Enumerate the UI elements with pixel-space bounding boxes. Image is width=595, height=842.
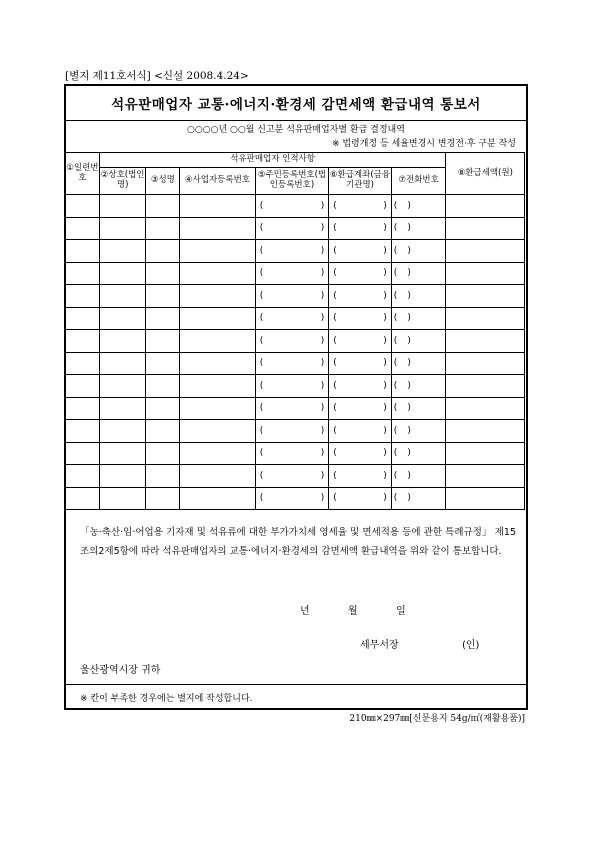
table-row: [66, 285, 525, 308]
paren-open: (: [333, 200, 337, 211]
table-cell[interactable]: [180, 397, 255, 420]
form-frame: [64, 84, 528, 710]
table-cell[interactable]: [446, 330, 525, 353]
table-cell[interactable]: [446, 465, 525, 488]
table-cell[interactable]: [66, 330, 100, 353]
table-cell[interactable]: [446, 262, 525, 285]
paren-close: ): [383, 358, 387, 369]
table-cell[interactable]: [146, 240, 180, 263]
table-cell[interactable]: [180, 307, 255, 330]
footer-note: [66, 684, 526, 710]
paren-open: (: [259, 493, 264, 504]
paren-close: ): [320, 200, 325, 211]
table-cell[interactable]: [66, 465, 100, 488]
paren-open: (: [393, 493, 398, 504]
resident-no-cell[interactable]: [255, 330, 329, 353]
paren-close: ): [407, 335, 411, 346]
table-cell[interactable]: [146, 352, 180, 375]
table-cell[interactable]: [99, 442, 146, 465]
resident-no-cell[interactable]: [255, 240, 329, 263]
paren-open: (: [259, 448, 264, 459]
paren-open: (: [333, 268, 337, 279]
subtitle-note: ※ 법령개정 등 세율변경시 변경전·후 구분 작성: [331, 139, 516, 149]
table-cell[interactable]: [446, 240, 525, 263]
paren-open: (: [393, 290, 398, 301]
paren-open: (: [333, 223, 337, 234]
table-cell[interactable]: [66, 352, 100, 375]
table-cell[interactable]: [146, 330, 180, 353]
paren-open: (: [259, 335, 264, 346]
phone-cell[interactable]: [391, 285, 446, 308]
paren-close: ): [407, 290, 411, 301]
col-resident-no: ⑤주민등록번호(법인등록번호): [255, 168, 329, 195]
paren-close: ): [407, 200, 411, 211]
account-cell[interactable]: [329, 442, 392, 465]
paren-close: ): [407, 245, 411, 256]
table-cell[interactable]: [446, 420, 525, 443]
notice-text: 「농·축산·임·어업용 기자재 및 석유류에 대한 부가가치세 영세율 및 면세적용 등에 관한 특례규정」 제15조의2제5항에 따라 석유판매업자의 교통·에너지·환경세의 감면세액 환급내역을 위와 같이 통보합니다.: [80, 527, 516, 557]
table-cell[interactable]: [66, 262, 100, 285]
paren-close: ): [383, 245, 387, 256]
paren-close: ): [320, 403, 325, 414]
table-row: [66, 307, 525, 330]
table-cell[interactable]: [446, 195, 525, 218]
resident-no-cell[interactable]: [255, 352, 329, 375]
table-row: [66, 217, 525, 240]
table-cell[interactable]: [99, 262, 146, 285]
table-row: [66, 487, 525, 510]
paren-open: (: [333, 245, 337, 256]
paren-open: (: [393, 223, 398, 234]
paren-close: ): [320, 335, 325, 346]
phone-cell[interactable]: [391, 352, 446, 375]
paren-close: ): [383, 493, 387, 504]
paren-close: ): [320, 313, 325, 324]
table-cell[interactable]: [180, 217, 255, 240]
paren-open: (: [393, 313, 398, 324]
account-cell[interactable]: [329, 307, 392, 330]
table-cell[interactable]: [180, 420, 255, 443]
paren-open: (: [333, 335, 337, 346]
paren-open: (: [393, 403, 398, 414]
paren-close: ): [407, 470, 411, 481]
subtitle-period: ○○○○년 ○○월 신고분 석유판매업자별 환급 결정내역: [187, 125, 405, 135]
paren-open: (: [333, 425, 337, 436]
table-cell[interactable]: [66, 195, 100, 218]
paren-open: (: [333, 313, 337, 324]
paren-close: ): [383, 313, 387, 324]
paren-open: (: [259, 200, 264, 211]
paren-open: (: [393, 200, 398, 211]
table-cell[interactable]: [180, 195, 255, 218]
resident-no-cell[interactable]: [255, 420, 329, 443]
table-cell[interactable]: [99, 397, 146, 420]
paren-open: (: [259, 245, 264, 256]
paren-close: ): [320, 493, 325, 504]
table-cell[interactable]: [66, 375, 100, 398]
paren-close: ): [407, 380, 411, 391]
table-cell[interactable]: [99, 375, 146, 398]
account-cell[interactable]: [329, 262, 392, 285]
paren-close: ): [383, 448, 387, 459]
table-cell[interactable]: [180, 375, 255, 398]
paren-open: (: [333, 403, 337, 414]
resident-no-cell[interactable]: [255, 217, 329, 240]
date-day: 일: [396, 606, 406, 617]
phone-cell[interactable]: [391, 307, 446, 330]
table-cell[interactable]: [446, 442, 525, 465]
paren-close: ): [383, 223, 387, 234]
table-cell[interactable]: [180, 487, 255, 510]
paren-open: (: [393, 335, 398, 346]
table-row: [66, 397, 525, 420]
col-refund: ⑧환급세액(원): [446, 153, 525, 195]
table-row: [66, 330, 525, 353]
phone-cell[interactable]: [391, 487, 446, 510]
phone-cell[interactable]: [391, 195, 446, 218]
table-cell[interactable]: [146, 397, 180, 420]
paper-spec: 210㎜×297㎜[신문용지 54g/㎡(재활용품)]: [349, 714, 525, 724]
resident-no-cell[interactable]: [255, 195, 329, 218]
table-cell[interactable]: [180, 442, 255, 465]
account-cell[interactable]: [329, 352, 392, 375]
table-row: [66, 442, 525, 465]
col-serial: ①일련번호: [66, 153, 100, 195]
account-cell[interactable]: [329, 375, 392, 398]
account-cell[interactable]: [329, 465, 392, 488]
table-cell[interactable]: [446, 285, 525, 308]
table-cell[interactable]: [446, 307, 525, 330]
paren-close: ): [383, 470, 387, 481]
table-cell[interactable]: [66, 240, 100, 263]
paren-open: (: [259, 425, 264, 436]
phone-cell[interactable]: [391, 420, 446, 443]
table-row: [66, 352, 525, 375]
paren-close: ): [383, 425, 387, 436]
table-cell[interactable]: [146, 375, 180, 398]
table-row: [66, 240, 525, 263]
col-biz-no: ④사업자등록번호: [180, 168, 255, 195]
account-cell[interactable]: [329, 240, 392, 263]
phone-cell[interactable]: [391, 240, 446, 263]
paren-close: ): [407, 448, 411, 459]
table-cell[interactable]: [446, 487, 525, 510]
table-cell[interactable]: [66, 442, 100, 465]
paren-close: ): [407, 425, 411, 436]
col-company: ②상호(법인명): [99, 168, 146, 195]
resident-no-cell[interactable]: [255, 465, 329, 488]
table-cell[interactable]: [180, 262, 255, 285]
table-cell[interactable]: [99, 217, 146, 240]
table-cell[interactable]: [146, 442, 180, 465]
table-cell[interactable]: [146, 217, 180, 240]
phone-cell[interactable]: [391, 217, 446, 240]
paren-open: (: [259, 268, 264, 279]
col-account: ⑥환급계좌(금융기관명): [329, 168, 392, 195]
table-cell[interactable]: [66, 397, 100, 420]
account-cell[interactable]: [329, 420, 392, 443]
table-cell[interactable]: [99, 487, 146, 510]
phone-cell[interactable]: [391, 465, 446, 488]
paren-open: (: [333, 380, 337, 391]
paren-open: (: [393, 245, 398, 256]
paren-open: (: [259, 470, 264, 481]
paren-open: (: [393, 448, 398, 459]
table-cell[interactable]: [99, 285, 146, 308]
phone-cell[interactable]: [391, 262, 446, 285]
table-cell[interactable]: [146, 285, 180, 308]
account-cell[interactable]: [329, 217, 392, 240]
phone-cell[interactable]: [391, 375, 446, 398]
table-cell[interactable]: [146, 262, 180, 285]
tax-office: 세무서장: [360, 640, 399, 651]
table-cell[interactable]: [180, 465, 255, 488]
form-reference: [별지 제11호서식] <신설 2008.4.24>: [65, 70, 249, 82]
paren-close: ): [383, 290, 387, 301]
paren-open: (: [259, 290, 264, 301]
paren-open: (: [333, 448, 337, 459]
table-cell[interactable]: [446, 352, 525, 375]
table-cell[interactable]: [99, 330, 146, 353]
table-cell[interactable]: [146, 420, 180, 443]
paren-close: ): [320, 425, 325, 436]
refund-table: [65, 152, 525, 510]
paren-close: ): [320, 358, 325, 369]
table-cell[interactable]: [99, 240, 146, 263]
table-cell[interactable]: [446, 375, 525, 398]
table-cell[interactable]: [66, 285, 100, 308]
date-year: 년: [300, 606, 310, 617]
table-cell[interactable]: [66, 420, 100, 443]
account-cell[interactable]: [329, 195, 392, 218]
paren-close: ): [320, 290, 325, 301]
resident-no-cell[interactable]: [255, 285, 329, 308]
paren-open: (: [393, 268, 398, 279]
table-row: [66, 195, 525, 218]
paren-open: (: [333, 470, 337, 481]
paren-open: (: [393, 425, 398, 436]
paren-close: ): [320, 448, 325, 459]
table-cell[interactable]: [180, 330, 255, 353]
paren-open: (: [259, 403, 264, 414]
phone-cell[interactable]: [391, 330, 446, 353]
table-body: [66, 195, 525, 510]
paren-close: ): [407, 493, 411, 504]
resident-no-cell[interactable]: [255, 487, 329, 510]
resident-no-cell[interactable]: [255, 375, 329, 398]
phone-cell[interactable]: [391, 442, 446, 465]
paren-close: ): [383, 380, 387, 391]
table-row: [66, 465, 525, 488]
paren-open: (: [259, 358, 264, 369]
table-cell[interactable]: [99, 465, 146, 488]
paren-close: ): [383, 200, 387, 211]
table-cell[interactable]: [146, 195, 180, 218]
phone-cell[interactable]: [391, 397, 446, 420]
date-line: [300, 602, 406, 617]
table-cell[interactable]: [66, 217, 100, 240]
table-cell[interactable]: [99, 195, 146, 218]
paren-close: ): [383, 403, 387, 414]
paren-open: (: [259, 223, 264, 234]
table-cell[interactable]: [99, 352, 146, 375]
paren-close: ): [407, 358, 411, 369]
table-cell[interactable]: [446, 217, 525, 240]
paren-close: ): [320, 470, 325, 481]
table-row: [66, 262, 525, 285]
resident-no-cell[interactable]: [255, 442, 329, 465]
paren-close: ): [320, 245, 325, 256]
paren-close: ): [320, 380, 325, 391]
paren-open: (: [333, 493, 337, 504]
table-cell[interactable]: [180, 240, 255, 263]
resident-no-cell[interactable]: [255, 262, 329, 285]
header-row-1: [66, 153, 525, 168]
paren-close: ): [407, 403, 411, 414]
paren-open: (: [393, 470, 398, 481]
paren-close: ): [320, 268, 325, 279]
col-group-header: 석유판매업자 인적사항: [99, 153, 446, 168]
form-title: 석유판매업자 교통·에너지·환경세 감면세액 환급내역 통보서: [66, 86, 526, 121]
paren-open: (: [393, 358, 398, 369]
paren-close: ): [383, 268, 387, 279]
account-cell[interactable]: [329, 487, 392, 510]
paren-close: ): [407, 313, 411, 324]
table-cell[interactable]: [66, 307, 100, 330]
seal-mark: (인): [462, 640, 480, 651]
col-phone: ⑦전화번호: [391, 168, 446, 195]
table-row: [66, 375, 525, 398]
paren-close: ): [407, 223, 411, 234]
paren-open: (: [333, 290, 337, 301]
table-cell[interactable]: [446, 397, 525, 420]
paren-close: ): [383, 335, 387, 346]
table-cell[interactable]: [146, 465, 180, 488]
resident-no-cell[interactable]: [255, 307, 329, 330]
col-name: ③성명: [146, 168, 180, 195]
table-cell[interactable]: [146, 307, 180, 330]
table-row: [66, 420, 525, 443]
account-cell[interactable]: [329, 285, 392, 308]
table-cell[interactable]: [99, 307, 146, 330]
table-cell[interactable]: [146, 487, 180, 510]
resident-no-cell[interactable]: [255, 397, 329, 420]
paren-open: (: [259, 380, 264, 391]
footer-note-text: ※ 칸이 부족한 경우에는 별지에 작성합니다.: [80, 694, 253, 704]
date-month: 월: [348, 606, 358, 617]
account-cell[interactable]: [329, 397, 392, 420]
account-cell[interactable]: [329, 330, 392, 353]
paren-open: (: [333, 358, 337, 369]
paren-close: ): [320, 223, 325, 234]
paren-open: (: [259, 313, 264, 324]
table-cell[interactable]: [180, 352, 255, 375]
addressee: 울산광역시장 귀하: [80, 665, 161, 676]
paren-close: ): [407, 268, 411, 279]
paren-open: (: [393, 380, 398, 391]
table-cell[interactable]: [66, 487, 100, 510]
table-cell[interactable]: [99, 420, 146, 443]
table-cell[interactable]: [180, 285, 255, 308]
